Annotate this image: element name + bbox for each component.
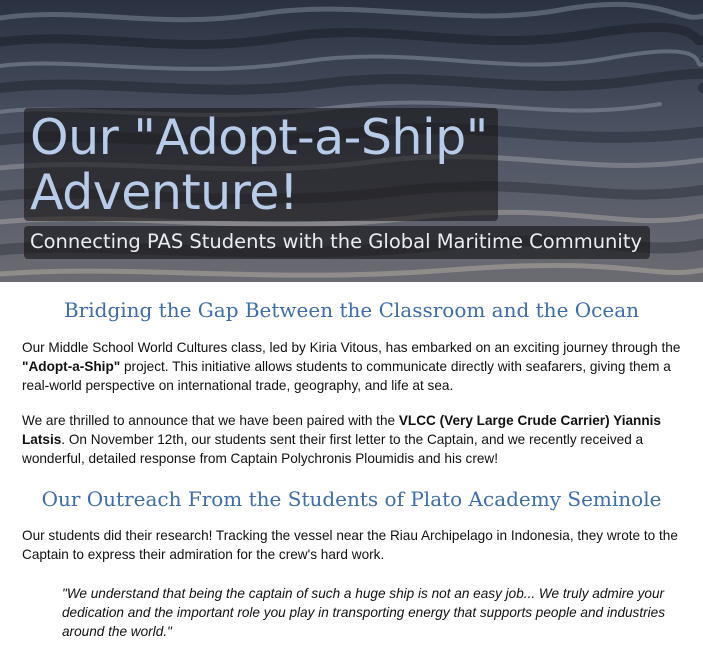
paragraph-pairing-text-b: . On November 12th, our students sent their first letter to the Captain, and we recently received a wonderful, detailed response from Captain Polychronis Ploumidis and his crew!	[22, 431, 644, 466]
letter-quote: "We understand that being the captain of such a huge ship is not an easy job... We truly admire your dedication and the important role you play in transporting energy that supports people and industries around the world."	[62, 586, 666, 639]
hero-title-line2: Adventure!	[30, 164, 299, 221]
paragraph-intro-text-b: project. This initiative allows students to communicate directly with seafarers, giving them a real-world perspective on international trade, geography, and life at sea.	[22, 358, 671, 393]
section-heading-bridging-gap: Bridging the Gap Between the Classroom and the Ocean	[63, 298, 639, 322]
paragraph-intro	[22, 339, 686, 395]
hero-subtitle: Connecting PAS Students with the Global Maritime Community	[24, 226, 650, 259]
paragraph-pairing-text-a: We are thrilled to announce that we have been paired with the	[22, 413, 399, 428]
adopt-a-ship-bold: "Adopt-a-Ship"	[22, 358, 121, 374]
paragraph-intro-text-a: Our Middle School World Cultures class, led by Kiria Vitous, has embarked on an exciting journey through the	[22, 340, 681, 355]
hero-title-line1: Our "Adopt-a-Ship"	[30, 109, 488, 166]
ship-name-bold: VLCC (Very Large Crude Carrier) Yiannis Latsis	[22, 413, 661, 447]
section-heading-outreach: Our Outreach From the Students of Plato Academy Seminole	[41, 487, 662, 511]
hero-banner	[0, 0, 703, 282]
hero-title	[24, 108, 498, 221]
paragraph-research: Our students did their research! Tracking the vessel near the Riau Archipelago in Indonesia, they wrote to the Captain to express their admiration for the crew's hard work.	[22, 528, 678, 562]
paragraph-ship-pairing	[22, 412, 686, 468]
